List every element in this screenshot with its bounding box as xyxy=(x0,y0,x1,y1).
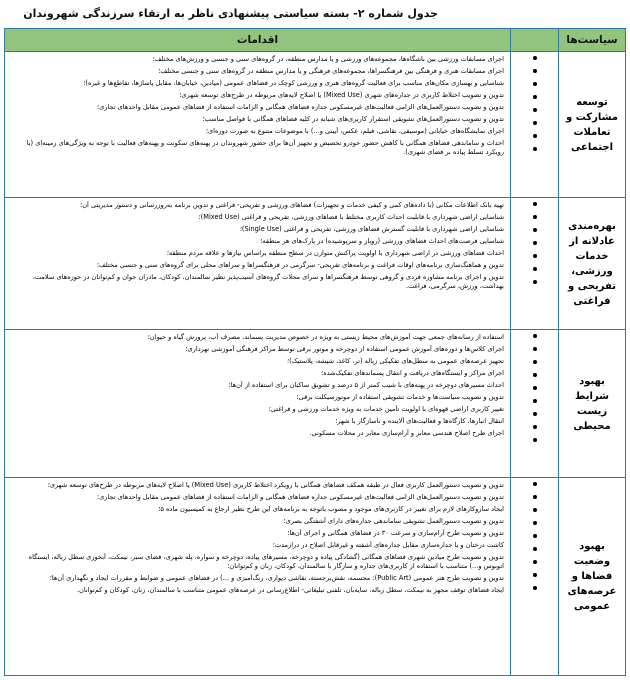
bullet-icon xyxy=(533,425,537,429)
action-item: شناسایی اراضی شهرداری با قابلیت گسترش فضاهای ورزشی، تفریحی و فراغتی (Single Use)؛ xyxy=(239,225,504,233)
action-item: شناسایی اراضی شهرداری با قابلیت احداث کاربری مختلط با فضاهای ورزشی، تفریحی و فراغتی (Mixed Use)؛ xyxy=(198,213,504,221)
action-item: تجهیز عرصه‌های عمومی به سطل‌های تفکیکی زباله (تر، کاغذ، شیشه، پلاستیک)؛ xyxy=(287,357,504,365)
table-caption: جدول شماره ۲- بسته سیاستی پیشنهادی ناظر به ارتقاء سرزندگی شهروندان xyxy=(23,7,438,20)
action-item: تدوین و تصویب دستورالعمل‌های تشویقی استقرار کاربری‌های شبانه در کلیه فضاهای همگانی با فواصل مناسب؛ xyxy=(202,115,504,123)
action-item: اجرای نمایشگاه‌های خیابانی (موسیقی، نقاشی، فیلم، عکس، آیینی و...) با موضوعات متنوع به صورت دوره‌ای؛ xyxy=(205,127,504,135)
bullet-icon xyxy=(533,202,537,206)
action-item: اجرای مسابقات ورزشی بین باشگاه‌ها، مجموعه‌های ورزشی و یا مدارس منطقه، در گروه‌های سنی و جنسی و ورزش‌های مختلف؛ xyxy=(152,55,504,63)
header-policies: سیاست‌ها xyxy=(559,29,626,52)
action-item: احداث و ساماندهی فضاهای همگانی با کاهش حضور خودرو تخصیص و تجهیز آن‌ها برای حضور شهروندان در پهنه‌های سکونت و پهنه‌های فعالیت با توجه به ویژگی‌های زمینه‌ای (با رویکرد تسلط پیاده بر فضای شهری). xyxy=(26,139,504,156)
action-item: شناسایی و بهسازی مکان‌های مناسب برای فعالیت گروه‌های هنری و ورزشی کوچک در فضاهای عمومی (میادین، خیابان‌ها، مقابل پاساژها، تقاطع‌ها و غیره)؛ xyxy=(83,79,504,87)
action-item: اجرای مراکز و ایستگاه‌های دریافت و انتقال پسماندهای تفکیک‌شده؛ xyxy=(321,369,504,377)
action-item: تدوین و تصویب سیاست‌ها و خدمات تشویقی استفاده از موتورسیکلت برقی؛ xyxy=(296,393,504,401)
action-item: تدوین و اجرای برنامه مشاوره فردی و گروهی توسط فرهنگسراها و سرای محلات گروه‌های آسیب‌پذیر نظیر سالمندان، کودکان، مادران جوان و کم‌توانان در حوزه‌های سلامت، بهداشت، ورزش، سرگرمی، فراغت. xyxy=(32,273,504,290)
action-item: کاشت درختان و یا جداره‌سازی مقابل جداره‌های آشفته و غیرقابل اصلاح در درازمدت؛ xyxy=(272,541,504,549)
action-item: اجرای طرح اصلاح هندسی معابر و آرام‌سازی معابر در محلات مسکونی. xyxy=(309,429,504,437)
bullet-icon xyxy=(533,438,537,442)
bullet-icon xyxy=(533,147,537,151)
bullet-icon xyxy=(533,560,537,564)
action-item: ایجاد فضاهای توقف مجهز به نیمکت، سطل زباله، سایه‌بان، تلفنی تبلیغاتی- اطلاع‌رسانی در عرصه‌های عمومی متناسب با سالمندان، زنان، کودکان و کم‌توانان. xyxy=(76,586,504,594)
table-row xyxy=(5,52,626,198)
action-item: ایجاد سازوکارهای لازم برای تغییر در کاربری‌های موجود و مصوب باتوجه به برنامه‌های این طرح نظیر ارجاع به کمیسیون ماده ۵؛ xyxy=(158,505,504,513)
table-row xyxy=(5,330,626,478)
policy-cell: بهبود وضعیت فضاها و عرصه‌های عمومی xyxy=(559,478,626,676)
bullet-icon xyxy=(533,412,537,416)
actions-cell xyxy=(5,330,511,478)
action-item: تهیه بانک اطلاعات مکانی (با داده‌های کمی و کیفی خدمات و تجهیزات) فضاهای ورزشی و تفریحی- فراغتی و تدوین برنامه به‌روزرسانی و دستور مدیریتی آن؛ xyxy=(80,201,504,209)
header-spacer xyxy=(511,29,559,52)
bullet-icon xyxy=(533,547,537,551)
action-item: تدوین و تصویب طرح میادین شهری فضاهای همگانی (گشادگی پیاده و دوچرخه، مسیرهای پیاده، دوچرخه و سواره، پله شهری، فضای سبز، نیمکت، آبخوری سطل زباله، ایستگاه اتوبوس و...) متناسب با استفاده از کاربری‌های جداره و سازگار با سالمندان، کودکان، زنان و کم‌توانان؛ xyxy=(28,553,504,570)
bullet-icon xyxy=(533,334,537,338)
actions-cell xyxy=(5,198,511,330)
bullet-column xyxy=(511,478,559,676)
bullet-icon xyxy=(533,573,537,577)
actions-cell xyxy=(5,478,511,676)
bullet-icon xyxy=(533,82,537,86)
policy-cell: بهبود شرایط زیست محیطی xyxy=(559,330,626,478)
policy-cell: توسعه مشارکت و تعاملات اجتماعی xyxy=(559,52,626,198)
header-row xyxy=(5,29,626,52)
bullet-icon xyxy=(533,373,537,377)
bullet-icon xyxy=(533,56,537,60)
bullet-icon xyxy=(533,508,537,512)
action-item: تدوین و تصویب دستورالعمل کاربری فعال در طبقه همکف فضاهای همگانی با رویکرد اختلاط کاربری (Mixed Use) یا اصلاح لایه‌های مربوطه در طرح‌های توسعه شهری؛ xyxy=(47,481,504,489)
action-item: احداث فضاهای ورزشی در اراضی شهرداری با اولویت پراکنش متوازن در سطح منطقه براساس نیازها و علاقه مردم منطقه؛ xyxy=(166,249,504,257)
action-item: تدوین و تصویب طرح هنر عمومی (Public Art): مجسمه، نقش‌برجسته، نقاشی دیواری، رنگ‌آمیزی و ...) در فضاهای عمومی و ضوابط و مقررات ایجاد و نگهداری آن‌ها؛ xyxy=(49,574,504,582)
policy-cell: بهره‌مندی عادلانه از خدمات ورزشی، تفریحی و فراغتی xyxy=(559,198,626,330)
bullet-icon xyxy=(533,360,537,364)
bullet-icon xyxy=(533,482,537,486)
bullet-icon xyxy=(533,267,537,271)
bullet-icon xyxy=(533,534,537,538)
action-item: تدوین و تصویب دستورالعمل تشویقی ساماندهی جداره‌های دارای آشفتگی بصری؛ xyxy=(283,517,504,525)
bullet-icon xyxy=(533,69,537,73)
action-item: شناسایی فرصت‌های احداث فضاهای ورزشی (روباز و سرپوشیده) در پارک‌های هر منطقه؛ xyxy=(260,237,504,245)
action-item: تدوین و تصویب دستورالعمل‌های الزامی فعالیت‌های غیرمسکونی جداره فضاهای همگانی و الزامات استفاده از فضاهای عمومی مقابل واحدهای تجاری؛ xyxy=(96,103,504,111)
bullet-icon xyxy=(533,95,537,99)
action-item: تدوین و تصویب دستورالعمل‌های الزامی فعالیت‌های غیرمسکونی جداره فضاهای همگانی و الزامات استفاده از فضاهای عمومی مقابل واحدهای تجاری؛ xyxy=(96,493,504,501)
bullet-icon xyxy=(533,254,537,258)
actions-cell xyxy=(5,52,511,198)
bullet-icon xyxy=(533,280,537,284)
action-item: تدوین و هماهنگ‌سازی برنامه‌های اوقات فراغت و برنامه‌های تفریحی- سرگرمی در فرهنگسراها و سراهای محلی برای گروه‌های سنی و جنسی مختلف؛ xyxy=(96,261,504,269)
bullet-icon xyxy=(533,134,537,138)
action-item: احداث مسیرهای دوچرخه در پهنه‌های با شیب کمتر از ۵ درصد و تشویق ساکنان برای استفاده از آن‌ها؛ xyxy=(228,381,504,389)
bullet-icon xyxy=(533,586,537,590)
bullet-column xyxy=(511,52,559,198)
bullet-icon xyxy=(533,386,537,390)
action-item: تدوین و تصویب طرح آرام‌سازی و سرعت ۳۰ در فضاهای همگانی و اجرای آن‌ها؛ xyxy=(287,529,504,537)
action-item: اجرای کلاس‌ها و دوره‌های آموزش عمومی استفاده از دوچرخه و موتور برقی توسط مراکز فرهنگی آموزشی تهرداری؛ xyxy=(185,345,504,353)
action-item: انتقال انبارها، کارگاه‌ها و فعالیت‌های آلاینده و ناسازگار با شهر؛ xyxy=(335,417,504,425)
bullet-icon xyxy=(533,399,537,403)
bullet-icon xyxy=(533,347,537,351)
bullet-icon xyxy=(533,121,537,125)
bullet-icon xyxy=(533,495,537,499)
bullet-icon xyxy=(533,215,537,219)
table-row xyxy=(5,478,626,676)
bullet-icon xyxy=(533,241,537,245)
bullet-icon xyxy=(533,228,537,232)
bullet-icon xyxy=(533,108,537,112)
action-item: اجرای مسابقات هنری و فرهنگی بین فرهنگسراها، مجموعه‌های فرهنگی و یا مدارس منطقه در گروه‌های سنی و جنسی مختلف؛ xyxy=(158,67,504,75)
bullet-icon xyxy=(533,521,537,525)
bullet-column xyxy=(511,198,559,330)
header-actions: اقدامات xyxy=(5,29,511,52)
action-item: تدوین و تصویب اختلاط کاربری در جداره‌های شهری (Mixed Use) یا اصلاح لایه‌های مربوطه در طرح‌های توسعه شهری؛ xyxy=(179,91,504,99)
policy-table xyxy=(4,28,626,676)
action-item: استفاده از رسانه‌های جمعی جهت آموزش‌های محیط زیستی به ویژه در خصوص مدیریت پسماند، مصرف آب، پرورش گیاه و حیوان؛ xyxy=(147,333,504,341)
bullet-column xyxy=(511,330,559,478)
table-row xyxy=(5,198,626,330)
action-item: تغییر کاربری اراضی قهوه‌ای با اولویت تأمین خدمات به ویژه خدمات ورزشی و فراغتی؛ xyxy=(268,405,504,413)
